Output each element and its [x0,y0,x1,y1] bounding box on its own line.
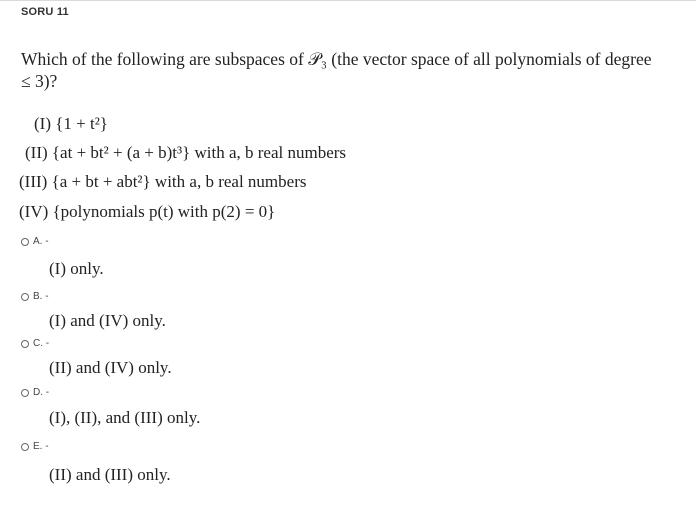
statement-2: (II) {at + bt² + (a + b)t³} with a, b real numbers [25,143,347,162]
option-letter: D. - [33,387,50,398]
option-a[interactable] [21,236,49,247]
radio-button-icon[interactable] [21,389,29,397]
option-d[interactable] [21,387,49,398]
option-letter: C. - [33,338,50,349]
question-number-label: SORU 11 [21,6,69,18]
radio-button-icon[interactable] [21,238,29,246]
option-d-text[interactable]: (I), (II), and (III) only. [49,408,201,427]
option-e-text[interactable]: (II) and (III) only. [49,465,171,484]
radio-button-icon[interactable] [21,443,29,451]
statement-4: (IV) {polynomials p(t) with p(2) = 0} [19,202,276,221]
option-letter: B. - [33,291,49,302]
option-b[interactable] [21,291,49,302]
option-b-text[interactable]: (I) and (IV) only. [49,311,166,330]
radio-button-icon[interactable] [21,293,29,301]
radio-button-icon[interactable] [21,340,29,348]
statement-1: (I) {1 + t²} [34,114,108,133]
option-e[interactable] [21,441,49,452]
option-c-text[interactable]: (II) and (IV) only. [49,358,172,377]
statement-3: (III) {a + bt + abt²} with a, b real numbers [19,172,307,191]
question-text: Which of the following are subspaces of 𝒫₃ (the vector space of all polynomials of degree ≤ 3)? [21,49,652,91]
top-divider [0,0,696,1]
option-a-text[interactable]: (I) only. [49,259,104,278]
option-letter: A. - [33,236,49,247]
option-letter: E. - [33,441,49,452]
option-c[interactable] [21,338,49,349]
